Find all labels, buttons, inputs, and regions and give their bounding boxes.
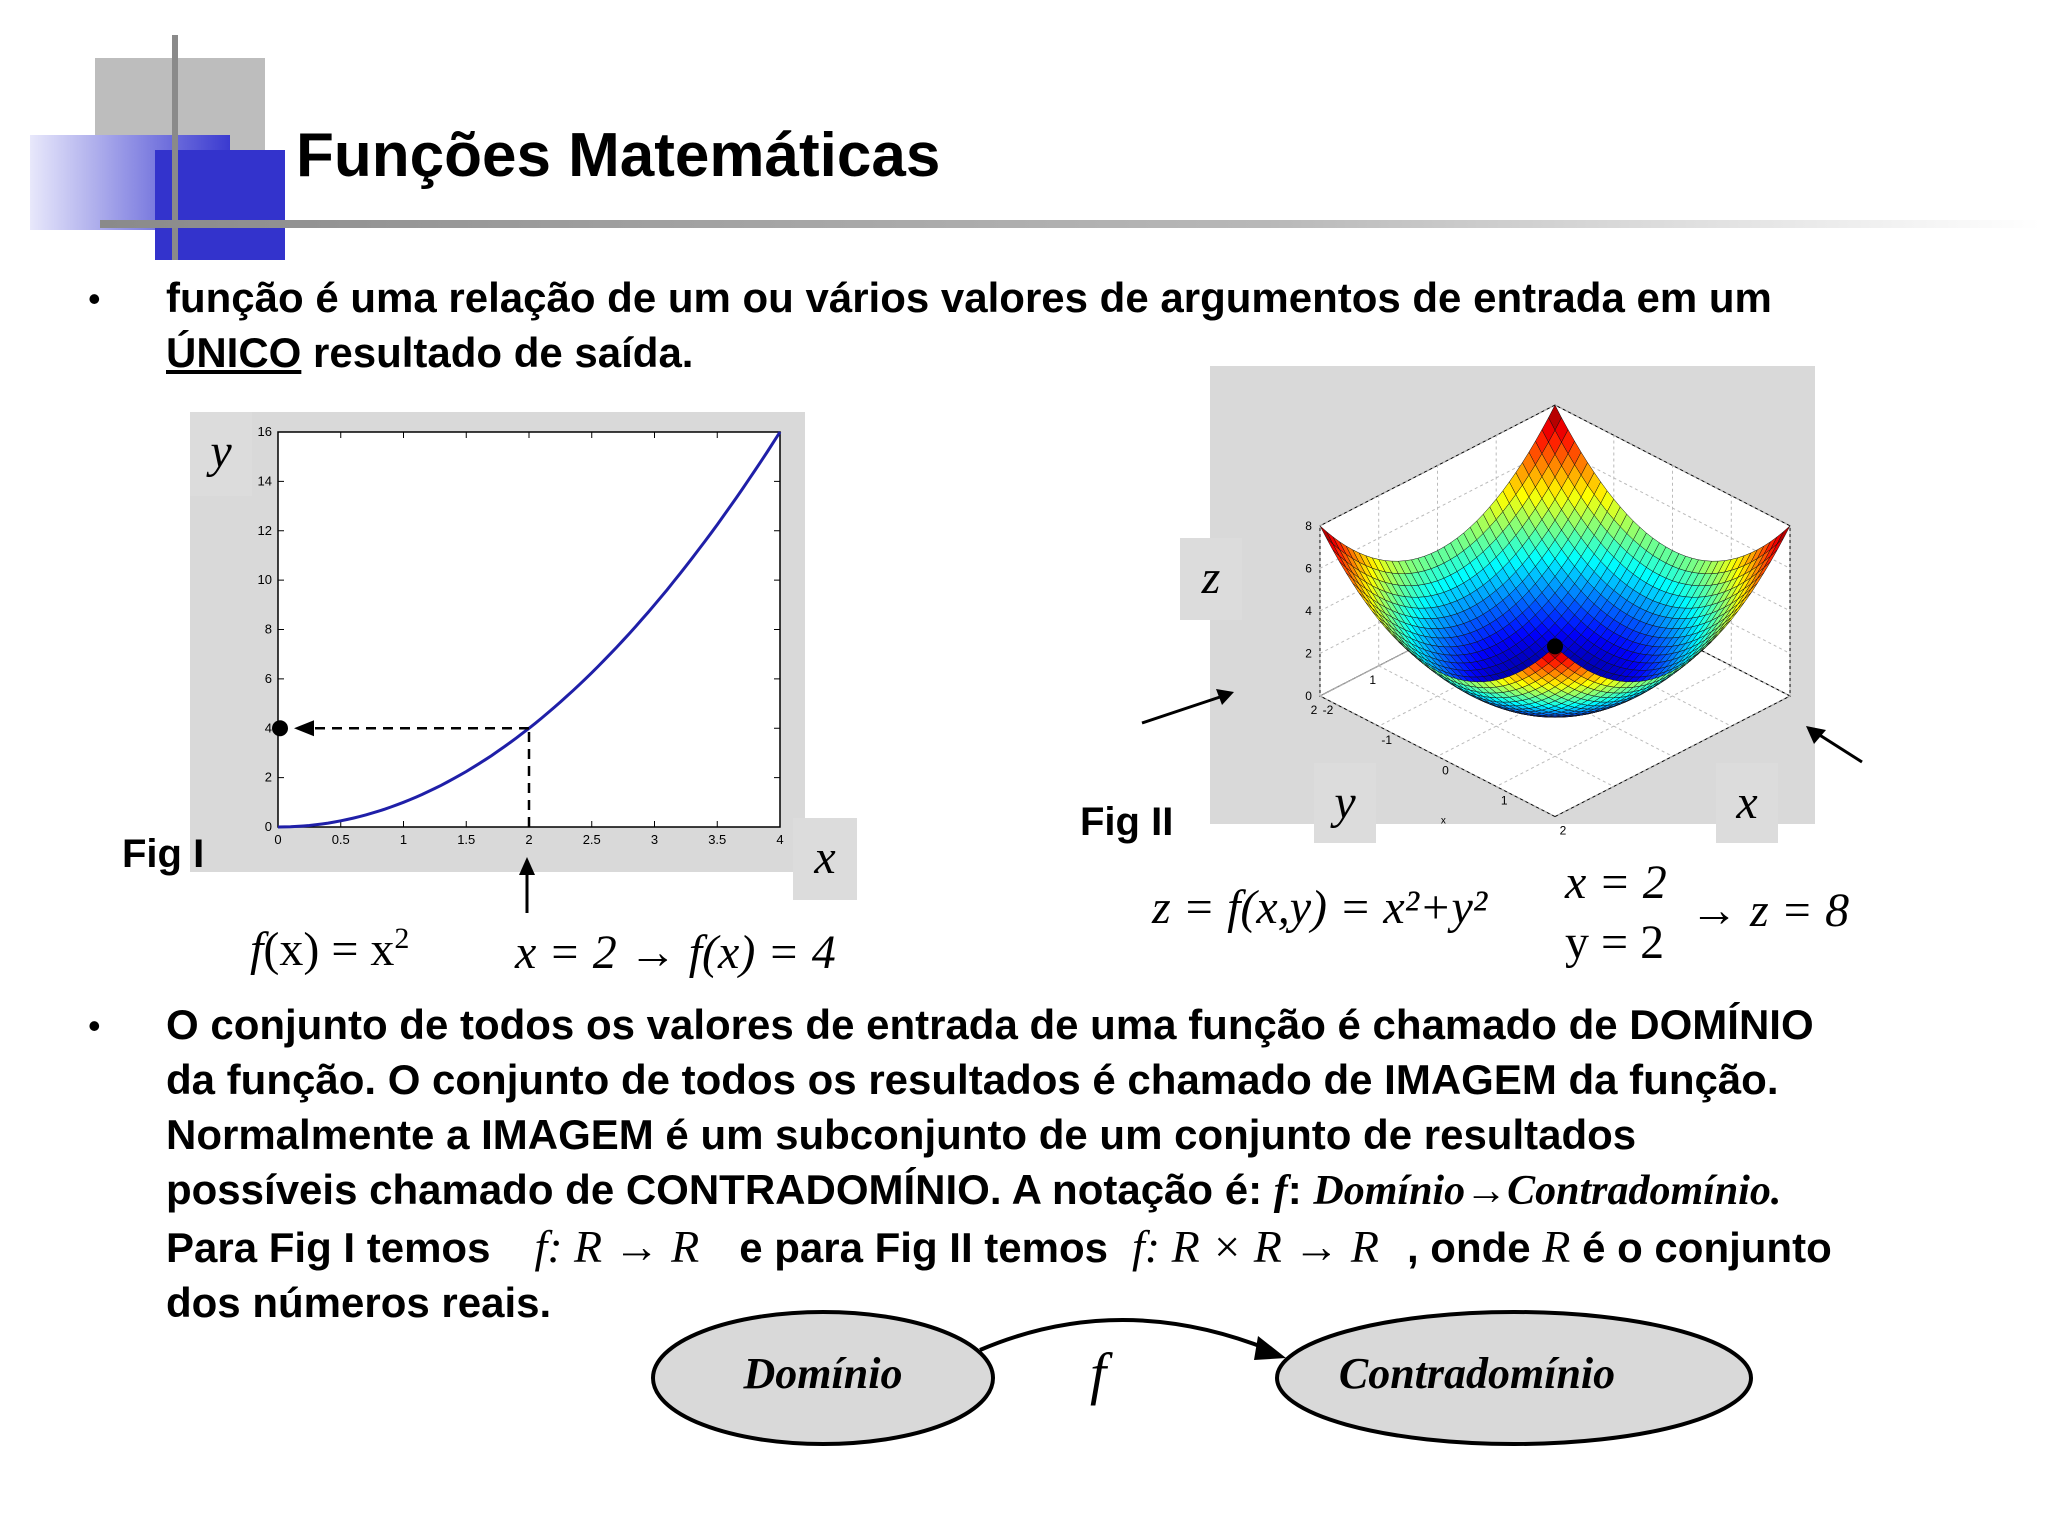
fig2-pointer-arrow-right	[1800, 722, 1870, 772]
fig1-notation-math: f: R → R	[534, 1221, 700, 1272]
fig2-example-x: x = 2	[1565, 856, 1667, 909]
fig1-x-tick-label: 1.5	[457, 832, 476, 847]
fig1-x-axis-label: x	[793, 818, 857, 900]
notation-mapping: Domínio→Contradomínio.	[1313, 1168, 1782, 1214]
fig2-z-tick-label: 0	[1305, 689, 1312, 703]
domain-label: Domínio	[743, 1349, 903, 1398]
fig2-x-axis-label: x	[1716, 763, 1778, 843]
fig2-notation-intro: e para Fig II temos	[739, 1224, 1109, 1271]
fig1-y-tick-label: 14	[257, 473, 272, 489]
notation-intro: possíveis chamado de CONTRADOMÍNIO. A notação é:	[166, 1166, 1274, 1213]
bullet-marker: •	[88, 1005, 101, 1046]
fig1-x-tick-label: 4	[776, 832, 784, 847]
fig1-x-tick-label: 3.5	[708, 832, 727, 847]
domain-line-5	[166, 1219, 2016, 1275]
fig2-example-y: y = 2	[1565, 916, 1665, 969]
page-title: Funções Matemáticas	[296, 121, 941, 190]
bullet-domain-description	[166, 997, 2016, 1330]
fig1-y-tick-label: 16	[257, 424, 272, 439]
fig1-eq-f: f	[250, 923, 264, 976]
fig1-y-tick-label: 6	[264, 670, 272, 686]
fig1-x-tick-label: 3	[650, 832, 659, 847]
fig2-notation-math: f: R × R → R	[1132, 1221, 1379, 1272]
fig1-y-tick-label: 4	[264, 720, 272, 736]
domain-line-4	[166, 1162, 2016, 1219]
fig1-y-tick-label: 0	[264, 819, 272, 834]
reals-text: é o conjunto	[1582, 1224, 1832, 1271]
fig1-equation	[250, 922, 409, 977]
fig1-pointer-arrow	[512, 855, 542, 915]
fig2-z-tick-label: 6	[1305, 561, 1312, 576]
fig2-highlight-point	[1547, 638, 1563, 654]
fig2-label: Fig II	[1080, 800, 1174, 844]
domain-line-1: O conjunto de todos os valores de entrada de uma função é chamado de DOMÍNIO	[166, 1001, 1814, 1048]
fig2-x-tick-label: 0	[1442, 763, 1449, 778]
fig2-y-axis-label: y	[1314, 763, 1376, 843]
fig1-y-tick-label: 12	[257, 522, 272, 538]
fig1-y-tick-label: 8	[264, 621, 272, 637]
mapping-arrow	[980, 1320, 1270, 1350]
fig2-surface-plot	[1210, 366, 1815, 838]
fig2-x-tick-label: -2	[1322, 703, 1334, 717]
fig2-y-tick-label: 2	[1310, 703, 1318, 717]
fig2-z-axis-label: z	[1180, 538, 1242, 620]
fig2-x-tick-label: 2	[1559, 823, 1567, 838]
reals-symbol: R	[1542, 1221, 1571, 1272]
fig1-eq-arg: (x) = x	[263, 923, 395, 976]
fig2-x-tick-label: 1	[1500, 793, 1508, 808]
notation-f: f	[1273, 1168, 1288, 1214]
notation-colon: :	[1287, 1166, 1314, 1213]
fig2-z-tick-label: 2	[1305, 646, 1312, 661]
fig1-y-tick-label: 2	[264, 769, 272, 785]
fig1-x-tick-label: 1	[399, 832, 408, 847]
bullet-definition	[166, 270, 2016, 380]
fig2-x-tick-label: -1	[1381, 733, 1393, 748]
fig1-notation-intro: Para Fig I temos	[166, 1224, 491, 1271]
fig1-y-axis-label: y	[190, 412, 252, 496]
domain-line-6: dos números reais.	[166, 1279, 552, 1326]
reals-intro: , onde	[1406, 1224, 1531, 1271]
fig2-pointer-arrow-left	[1138, 685, 1238, 735]
fig2-y-tick-label: 1	[1369, 672, 1377, 687]
definition-text: função é uma relação de um ou vários valores de argumentos de entrada em um	[166, 274, 1772, 321]
fig1-y-tick-label: 10	[257, 572, 272, 588]
unico-emphasis: ÚNICO	[166, 329, 302, 376]
fig2-z-tick-label: 8	[1305, 518, 1312, 533]
bullet-marker: •	[88, 278, 101, 319]
fig1-eq-exp: 2	[394, 922, 410, 955]
fig2-x-axis-small-label: x	[1440, 815, 1446, 827]
fig1-line-chart	[190, 412, 805, 872]
codomain-label: Contradomínio	[1338, 1349, 1616, 1398]
fig1-label: Fig I	[122, 832, 205, 876]
domain-line-2: da função. O conjunto de todos os resultados é chamado de IMAGEM da função.	[166, 1056, 1779, 1103]
fig1-x-tick-label: 0.5	[331, 832, 350, 847]
domain-line-3: Normalmente a IMAGEM é um subconjunto de um conjunto de resultados	[166, 1111, 1637, 1158]
fig1-x-tick-label: 2.5	[582, 832, 601, 847]
fig2-example-result: → z = 8	[1690, 884, 1850, 937]
definition-text-end: resultado de saída.	[301, 329, 694, 376]
fig1-highlight-point	[272, 720, 288, 736]
function-label: f	[1090, 1341, 1107, 1406]
fig1-example: x = 2 → f(x) = 4	[515, 926, 836, 979]
fig2-z-tick-label: 4	[1305, 603, 1312, 618]
fig1-x-tick-label: 2	[525, 832, 533, 847]
fig2-equation: z = f(x,y) = x²+y²	[1152, 881, 1488, 934]
fig1-x-tick-label: 0	[274, 832, 282, 847]
